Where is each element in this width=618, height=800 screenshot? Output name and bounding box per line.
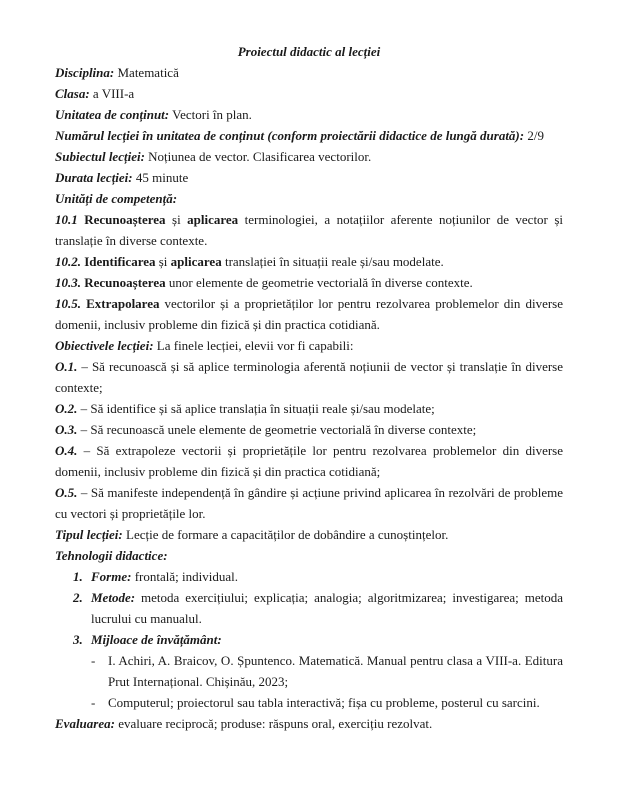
document-title: Proiectul didactic al lecției bbox=[237, 44, 381, 59]
field-unitatea bbox=[55, 104, 563, 125]
obiective-intro: La finele lecției, elevii vor fi capabili: bbox=[153, 338, 354, 353]
obiectiv-number: O.1. bbox=[55, 359, 78, 374]
competenta-number: 10.5. bbox=[55, 296, 81, 311]
keyword: Recunoașterea bbox=[84, 212, 166, 227]
field-value: Vectori în plan. bbox=[169, 107, 252, 122]
obiectiv-number: O.4. bbox=[55, 443, 78, 458]
competenta-item bbox=[55, 293, 563, 335]
competenta-item bbox=[55, 272, 563, 293]
field-value: Lecție de formare a capacităților de dobândire a cunoștințelor. bbox=[122, 527, 449, 542]
field-evaluarea bbox=[55, 713, 563, 734]
obiectiv-text: – Să recunoască unele elemente de geometrie vectorială în diverse contexte; bbox=[77, 422, 477, 437]
field-disciplina bbox=[55, 62, 563, 83]
competente-heading: Unități de competență: bbox=[55, 191, 178, 206]
competenta-item bbox=[55, 251, 563, 272]
field-label: Subiectul lecției: bbox=[55, 149, 145, 164]
obiectiv-number: O.5. bbox=[55, 485, 78, 500]
competenta-number: 10.2. bbox=[55, 254, 81, 269]
field-value: Matematică bbox=[114, 65, 179, 80]
keyword: aplicarea bbox=[170, 254, 222, 269]
text: și bbox=[155, 254, 171, 269]
obiectiv-number: O.3. bbox=[55, 422, 78, 437]
obiectiv-item bbox=[55, 419, 563, 440]
keyword: Identificarea bbox=[84, 254, 156, 269]
list-number: 1. bbox=[73, 569, 83, 584]
field-value: 2/9 bbox=[524, 128, 544, 143]
field-label: Durata lecției: bbox=[55, 170, 133, 185]
field-value: Noțiunea de vector. Clasificarea vectorilor. bbox=[144, 149, 372, 164]
keyword: aplicarea bbox=[187, 212, 239, 227]
obiectiv-item bbox=[55, 440, 563, 482]
obiectiv-text: – Să extrapoleze vectorii și proprietățile lor pentru rezolvarea problemelor din diverse domenii, inclusiv probleme din fizică și din practica cotidiană; bbox=[55, 443, 563, 479]
mijloace-item bbox=[55, 692, 563, 713]
field-numarul bbox=[55, 125, 563, 146]
field-label: Clasa: bbox=[55, 86, 90, 101]
field-subiectul bbox=[55, 146, 563, 167]
item-label: Mijloace de învățământ: bbox=[91, 632, 222, 647]
item-text: I. Achiri, A. Braicov, O. Șpuntenco. Matematică. Manual pentru clasa a VIII-a. Editura Prut Internațional. Chișinău, 2023; bbox=[108, 653, 563, 689]
field-label: Evaluarea: bbox=[55, 716, 115, 731]
obiective-heading: Obiectivele lecției: bbox=[55, 338, 154, 353]
field-value: a VIII-a bbox=[89, 86, 135, 101]
tehnologii-item bbox=[55, 587, 563, 629]
field-durata bbox=[55, 167, 563, 188]
field-label: Unitatea de conținut: bbox=[55, 107, 170, 122]
item-value: frontală; individual. bbox=[131, 569, 238, 584]
list-number: 2. bbox=[73, 590, 83, 605]
competenta-number: 10.3. bbox=[55, 275, 81, 290]
field-clasa bbox=[55, 83, 563, 104]
field-label: Disciplina: bbox=[55, 65, 115, 80]
item-label: Metode: bbox=[91, 590, 136, 605]
mijloace-item bbox=[55, 650, 563, 692]
item-text: Computerul; proiectorul sau tabla interactivă; fișa cu probleme, posterul cu sarcini. bbox=[108, 695, 540, 710]
keyword: Recunoașterea bbox=[84, 275, 166, 290]
obiectiv-item bbox=[55, 398, 563, 419]
item-value: metoda exercițiului; explicația; analogia; algoritmizarea; investigarea; metoda lucrului cu manualul. bbox=[91, 590, 563, 626]
text: unor elemente de geometrie vectorială în diverse contexte. bbox=[165, 275, 473, 290]
obiectiv-number: O.2. bbox=[55, 401, 78, 416]
text: translației în situații reale și/sau modelate. bbox=[221, 254, 444, 269]
field-value: 45 minute bbox=[132, 170, 189, 185]
text: și bbox=[165, 212, 188, 227]
obiectiv-item bbox=[55, 482, 563, 524]
document-page bbox=[55, 41, 563, 734]
tehnologii-item bbox=[55, 566, 563, 587]
field-label: Tipul lecției: bbox=[55, 527, 123, 542]
text: terminologiei, a notațiilor aferente noțiunilor de vector și translație în diverse contexte. bbox=[55, 212, 564, 248]
list-number: 3. bbox=[73, 632, 83, 647]
obiectiv-text: – Să recunoască și să aplice terminologia aferentă noțiunii de vector și translație în diverse contexte; bbox=[55, 359, 563, 395]
tehnologii-heading: Tehnologii didactice: bbox=[55, 548, 168, 563]
obiectiv-text: – Să manifeste independență în gândire și acțiune privind aplicarea în rezolvări de probleme cu vectori și proprietățile lor. bbox=[55, 485, 563, 521]
field-value: evaluare reciprocă; produse: răspuns oral, exercițiu rezolvat. bbox=[114, 716, 433, 731]
text: vectorilor și a proprietăților lor pentru rezolvarea problemelor din diverse domenii, inclusiv probleme din fizică și din practica cotidiană. bbox=[55, 296, 564, 332]
keyword: Extrapolarea bbox=[86, 296, 160, 311]
field-label: Numărul lecției în unitatea de conținut (conform proiectării didactice de lungă durată): bbox=[55, 128, 525, 143]
dash-bullet: - bbox=[91, 653, 96, 668]
tehnologii-item bbox=[55, 629, 563, 650]
field-tipul bbox=[55, 524, 563, 545]
competenta-number: 10.1 bbox=[55, 212, 78, 227]
item-label: Forme: bbox=[91, 569, 132, 584]
obiective-heading-line bbox=[55, 335, 563, 356]
dash-bullet: - bbox=[91, 695, 96, 710]
obiectiv-text: – Să identifice și să aplice translația în situații reale și/sau modelate; bbox=[77, 401, 435, 416]
obiectiv-item bbox=[55, 356, 563, 398]
competenta-item bbox=[55, 209, 563, 251]
